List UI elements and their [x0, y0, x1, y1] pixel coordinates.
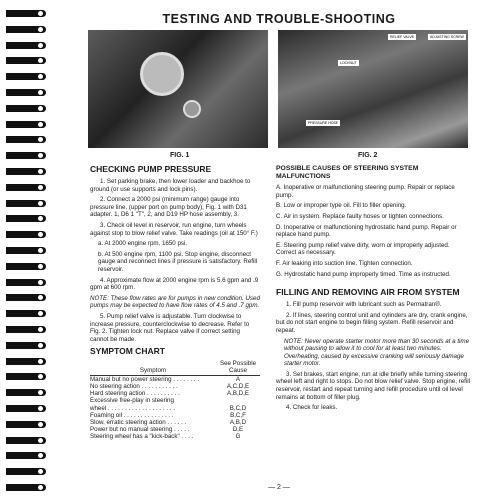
- starter-motor-note: NOTE: Never operate starter motor more than 30 seconds at a time without pausing to allow it to cool for at least two minutes. Overheating, caused by excessive cranking will seriously damage starter motor.: [284, 337, 470, 368]
- symptom-text: No steering action: [90, 382, 140, 390]
- binding-coil: [6, 358, 46, 365]
- cause-item: E. Steering pump relief valve dirty, worn or improperly adjusted. Correct as necessary.: [276, 241, 450, 257]
- symptom-text: Manual but no power steering: [90, 375, 172, 383]
- binding-coil: [6, 342, 46, 349]
- paragraph: 3. Check oil level in reservoir, run engine, turn wheels against stop to blow relief valve. Take readings (oil at 150° F.): [90, 221, 258, 237]
- symptom-cell: [90, 376, 216, 383]
- binding-coil: [6, 26, 46, 33]
- binding-coil: [6, 373, 46, 380]
- cause-item: C. Air in system. Replace faulty hoses or tighten connections.: [276, 212, 444, 220]
- symptom-text: wheel: [90, 404, 107, 412]
- page-number: — 2 —: [268, 484, 290, 491]
- paragraph: 3. Set brakes, start engine, run at idle briefly while turning steering wheel left and right to stops. Do not blow relief valve. Stop engine, refill reservoir, restart and repeat turning and refill procedure until oil level remains at bottom of filler plug.: [276, 370, 470, 401]
- binding-coil: [6, 484, 46, 491]
- cause-cell: G: [235, 433, 241, 441]
- fig2-caption: FIG. 2: [358, 152, 378, 159]
- symptom-row: [90, 419, 260, 426]
- symptom-cell: [90, 412, 216, 419]
- page-title: TESTING AND TROUBLE-SHOOTING: [162, 12, 396, 26]
- cause-item: G. Hydrostatic hand pump improperly timed. Time as instructed.: [276, 270, 451, 278]
- symptom-cell: [90, 405, 216, 412]
- binding-coil: [6, 468, 46, 475]
- binding-coil: [6, 389, 46, 396]
- symptom-cell: [90, 433, 216, 440]
- symptom-chart-table: [90, 360, 260, 440]
- cause-item: D. Inoperative or malfunctioning hydrostatic hand pump. Repair or replace hand pump.: [276, 223, 457, 239]
- paragraph: 1. Set parking brake, then lower loader and backhoe to ground (or use supports and lock pins).: [90, 178, 251, 193]
- symptom-chart-heading: SYMPTOM CHART: [90, 346, 165, 357]
- binding-coil: [6, 42, 46, 49]
- binding-coil: [6, 452, 46, 459]
- binding-coil: [6, 310, 46, 317]
- symptom-text: Foaming oil: [90, 411, 122, 419]
- binding-coil: [6, 215, 46, 222]
- paragraph: b. At 500 engine rpm, 1100 psi. Stop engine, disconnect gauge and reconnect lines if pressure is satisfactory. Refill reservoir.: [98, 250, 258, 273]
- binding-coil: [6, 247, 46, 254]
- binding-coil: [6, 231, 46, 238]
- binding-coil: [6, 152, 46, 159]
- binding-coil: [6, 57, 46, 64]
- manual-page: [58, 0, 500, 500]
- left-column: [90, 165, 260, 441]
- leader-dots: . . . . . . . . . . . . . . .: [121, 411, 174, 419]
- pressure-gauge-image: [140, 52, 184, 96]
- binding-coil: [6, 168, 46, 175]
- causes-heading: POSSIBLE CAUSES OF STEERING SYSTEM MALFUNCTIONS: [276, 165, 419, 180]
- cause-cell: A: [235, 375, 241, 383]
- binding-coil: [6, 121, 46, 128]
- filling-heading: FILLING AND REMOVING AIR FROM SYSTEM: [276, 287, 460, 298]
- leader-dots: . . . . . . . . . . .: [139, 382, 178, 390]
- binding-coil: [6, 294, 46, 301]
- symptom-row: [90, 433, 260, 440]
- symptom-text: Steering wheel has a "kick-back": [90, 433, 180, 441]
- leader-dots: . . . . . . . .: [171, 375, 200, 383]
- fig2-callout-adjusting-screw: ADJUSTING SCREW: [430, 35, 464, 39]
- paragraph: 1. Fill pump reservoir with lubricant such as Permatran®.: [286, 301, 442, 309]
- fig1-photo: [88, 30, 268, 148]
- binding-coil: [6, 421, 46, 428]
- symptom-cell: [90, 426, 216, 433]
- binding-coil: [6, 437, 46, 444]
- symptom-row: [90, 412, 260, 419]
- cause-item: F. Air leaking into suction line. Tighten connection.: [276, 259, 413, 267]
- symptom-row: [90, 397, 260, 404]
- symptom-row: [90, 390, 260, 397]
- binding-coil: [6, 136, 46, 143]
- binding-coil: [6, 405, 46, 412]
- symptom-row: [90, 383, 260, 390]
- fig2-callout-locknut: LOCKNUT: [340, 61, 357, 65]
- symptom-cell: [90, 419, 216, 426]
- binding-coil: [6, 279, 46, 286]
- causes-list: [276, 184, 471, 278]
- cause-cell: D,E: [232, 426, 244, 434]
- symptom-column-header: Symptom: [139, 367, 167, 375]
- cause-cell: A,B,D,E: [226, 390, 249, 398]
- cause-cell: B,C,D: [229, 404, 247, 412]
- binding-coil: [6, 184, 46, 191]
- binding-coil: [6, 10, 46, 17]
- gauge-fitting-image: [183, 100, 201, 118]
- paragraph: a. At 2000 engine rpm, 1650 psi.: [98, 240, 188, 248]
- symptom-cell: [90, 397, 216, 404]
- binding-coil: [6, 73, 46, 80]
- paragraph: 5. Pump relief valve is adjustable. Turn clockwise to increase pressure, counterclockwise to decrease. Refer to Fig. 2. Tighten lock nut. Replace valve if correct setting cannot be made.: [90, 312, 250, 343]
- binding-coil: [6, 326, 46, 333]
- binding-coil: [6, 89, 46, 96]
- symptom-text: Hard steering action: [90, 390, 146, 398]
- flow-rate-note: NOTE: These flow rates are for pumps in new condition. Used pumps may be expected to have flow rates of 4.5 and .7 gpm.: [90, 294, 260, 310]
- right-column: [276, 165, 471, 415]
- cause-item: B. Low or improper type oil. Fill to filler opening.: [276, 202, 407, 210]
- paragraph: 4. Check for leaks.: [286, 404, 338, 412]
- leader-dots: . . . .: [179, 433, 194, 441]
- symptom-row: [90, 426, 260, 433]
- fig2-callout-relief-valve: RELIEF VALVE: [390, 35, 414, 39]
- pump-pressure-heading: CHECKING PUMP PRESSURE: [90, 164, 212, 174]
- spiral-binding: [0, 0, 52, 500]
- fig2-photo: [278, 30, 468, 148]
- cause-column-header: See Possible Cause: [219, 360, 257, 375]
- symptom-cell: [90, 383, 216, 390]
- leader-dots: . . . . . . . . . .: [145, 390, 180, 398]
- symptom-cell: [90, 390, 216, 397]
- cause-item: A. Inoperative or malfunctioning steering pump. Repair or replace pump.: [276, 184, 455, 199]
- binding-coil: [6, 105, 46, 112]
- paragraph: 2. If lines, steering control unit and cylinders are dry, crank engine, but do not start engine to begin filling system. Refill reservoir and repeat.: [276, 311, 468, 334]
- cause-cell: B,C,F: [230, 411, 246, 419]
- symptom-text: Excessive free-play in steering: [90, 397, 174, 405]
- fig1-caption: FIG. 1: [170, 152, 190, 159]
- binding-coil: [6, 263, 46, 270]
- symptom-row: [90, 376, 260, 383]
- cause-cell: [216, 397, 260, 404]
- leader-dots: . . . . . .: [165, 418, 187, 426]
- leader-dots: . . . . .: [172, 426, 190, 434]
- symptom-row: [90, 405, 260, 412]
- paragraph: 4. Approximate flow at 2000 engine rpm is 5.6 gpm and .9 gpm at 600 rpm.: [90, 276, 259, 292]
- binding-coil: [6, 200, 46, 207]
- fig2-callout-pressure-hose: PRESSURE HOSE: [308, 121, 339, 125]
- leader-dots: . . . . . . . . . . . . . . . . . . . .: [106, 404, 175, 412]
- paragraph: 2. Connect a 2000 psi (minimum range) gauge into pressure line, (upper port on pump body), Fig. 1 with D31 adapter. 1, D6 1 "T", 2, and D19 HP hose assembly, 3.: [90, 196, 247, 219]
- cause-cell: A,C,D,E: [226, 382, 250, 390]
- symptom-text: Power but no manual steering: [90, 426, 173, 434]
- cause-cell: A,B,D: [229, 418, 247, 426]
- symptom-text: Slow, erratic steering action: [90, 418, 166, 426]
